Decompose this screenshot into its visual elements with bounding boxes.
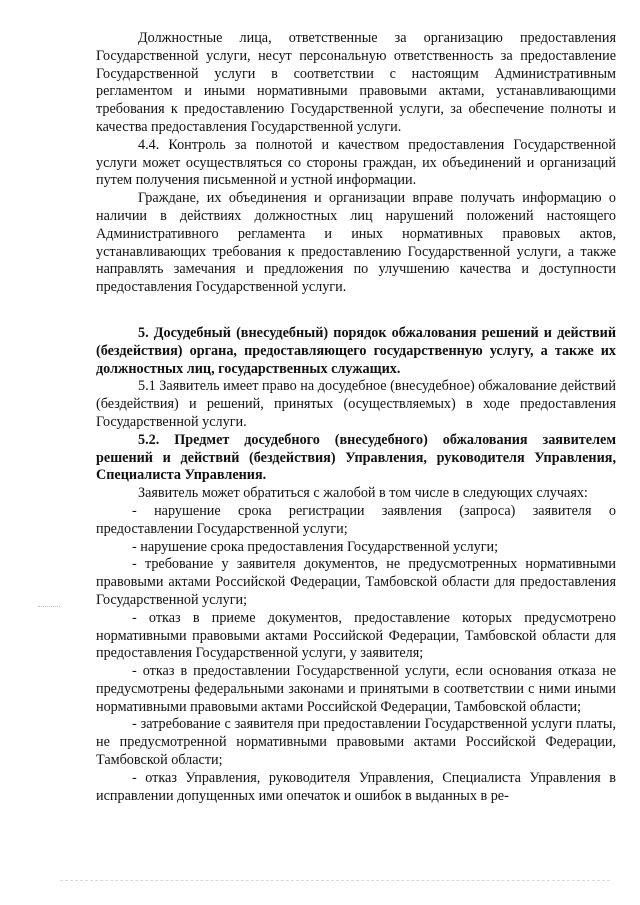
document-body (96, 30, 616, 805)
list-item: - затребование с заявителя при предоставлении Государственной услуги платы, не предусмотренной нормативными правовыми актами Российской Федерации, Тамбовской области; (96, 716, 616, 769)
list-item: - отказ Управления, руководителя Управления, Специалиста Управления в исправлении допущенных ими опечаток и ошибок в выданных в ре- (96, 769, 616, 804)
list-item: - отказ в предоставлении Государственной услуги, если основания отказа не предусмотрены федеральными законами и принятыми в соответствии с ними иными нормативными правовыми актами Российской Федерации, Тамбовской области; (96, 663, 616, 715)
section-spacer (96, 297, 616, 325)
scan-artifact-line (60, 880, 610, 883)
list-item: - нарушение срока предоставления Государственной услуги; (132, 538, 499, 555)
paragraph-4-4-control: 4.4. Контроль за полнотой и качеством предоставления Государственной услуги может осуществляться со стороны граждан, их объединений и организаций путем получения письменной и устной информации. (96, 136, 616, 189)
list-item: - нарушение срока регистрации заявления (запроса) заявителя о предоставлении Государственной услуги; (96, 502, 616, 537)
paragraph-5-1: 5.1 Заявитель имеет право на досудебное (внесудебное) обжалование действий (бездействия) и решений, принятых (осуществляемых) в ходе предоставления Государственной услуги. (96, 378, 616, 430)
scan-artifact-mark (38, 606, 60, 608)
paragraph-complaint-cases: Заявитель может обратиться с жалобой в том числе в следующих случаях: (138, 485, 588, 502)
list-item: - требование у заявителя документов, не предусмотренных нормативными правовыми актами Российской Федерации, Тамбовской области для предоставления Государственной услуги; (96, 556, 616, 608)
paragraph-responsibility: Должностные лица, ответственные за организацию предоставления Государственной услуги, несут персональную ответственность за предоставление Государственной услуги в соответствии с настоящим Административным регламентом и иными нормативными правовыми актами, устанавливающими требования к предоставлению Государственной услуги, за обеспечение полноты и качества предоставления Государственной услуги. (96, 30, 616, 135)
list-item: - отказ в приеме документов, предоставление которых предусмотрено нормативными правовыми актами Российской Федерации, Тамбовской области для предоставления Государственной услуги, у заявителя; (96, 609, 616, 662)
paragraph-citizens-rights: Граждане, их объединения и организации вправе получать информацию о наличии в действиях должностных лиц нарушений положений настоящего Административного регламента и иных нормативных правовых актов, устанавливающих требования к предоставлению Государственной услуги, а также направлять замечания и предложения по улучшению качества и доступности предоставления Государственной услуги. (96, 190, 616, 296)
section-5-heading: 5. Досудебный (внесудебный) порядок обжалования решений и действий (бездействия) органа, предоставляющего государственную услугу, а также их должностных лиц, государственных служащих. (96, 324, 616, 377)
section-5-2-heading: 5.2. Предмет досудебного (внесудебного) обжалования заявителем решений и действий (бездействия) Управления, руководителя Управления, Специалиста Управления. (96, 431, 616, 484)
